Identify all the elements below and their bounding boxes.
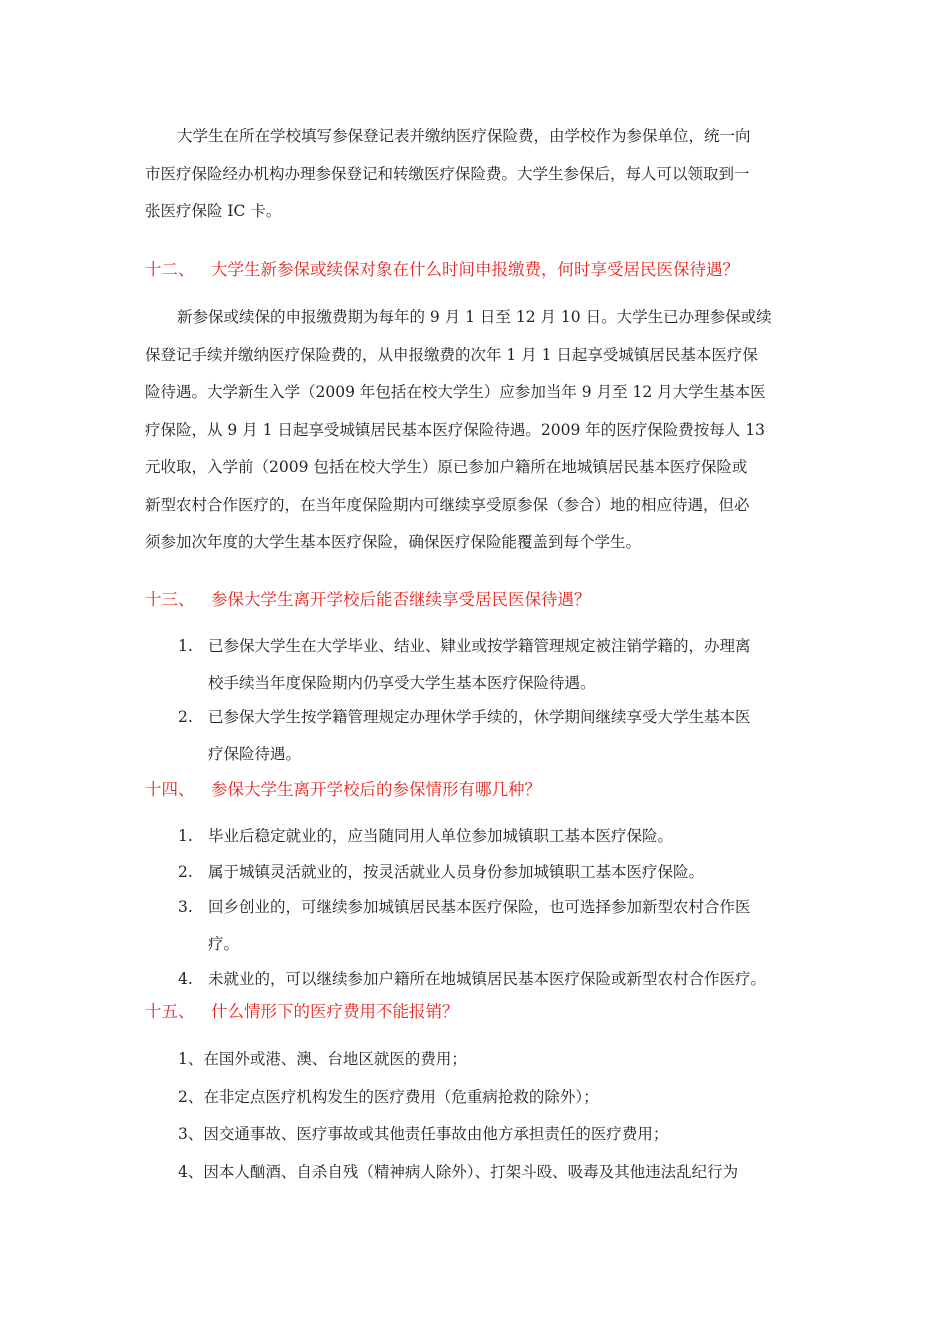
list-item <box>178 860 838 884</box>
list-item <box>178 967 838 991</box>
list-number: 1. <box>178 637 193 655</box>
list-item <box>178 824 838 848</box>
section-heading-15 <box>145 1000 835 1024</box>
paragraph-line: 元收取，入学前（2009 包括在校大学生）原已参加户籍所在地城镇居民基本医疗保险或 <box>145 458 748 476</box>
list-item: 1、在国外或港、澳、台地区就医的费用； <box>178 1050 467 1068</box>
list-number: 4. <box>178 970 193 988</box>
section-12-paragraph <box>145 299 825 562</box>
list-number: 3. <box>178 898 193 916</box>
paragraph-line: 须参加次年度的大学生基本医疗保险，确保医疗保险能覆盖到每个学生。 <box>145 533 642 551</box>
list-item-text: 属于城镇灵活就业的，按灵活就业人员身份参加城镇职工基本医疗保险。 <box>208 863 705 881</box>
list-item-text: 未就业的，可以继续参加户籍所在地城镇居民基本医疗保险或新型农村合作医疗。 <box>208 970 767 988</box>
paragraph-line: 大学生在所在学校填写参保登记表并缴纳医疗保险费，由学校作为参保单位，统一向 <box>177 127 751 145</box>
paragraph-line: 新型农村合作医疗的，在当年度保险期内可继续享受原参保（参合）地的相应待遇，但必 <box>145 495 750 514</box>
section-number: 十五、 <box>145 1002 195 1021</box>
list-item-text: 回乡创业的，可继续参加城镇居民基本医疗保险，也可选择参加新型农村合作医 <box>208 898 751 916</box>
section-title: 参保大学生离开学校后的参保情形有哪几种？ <box>211 780 541 799</box>
paragraph-line: 张医疗保险 IC 卡。 <box>145 202 282 220</box>
list-item: 2、在非定点医疗机构发生的医疗费用（危重病抢救的除外）； <box>178 1088 599 1106</box>
list-number: 2. <box>178 708 193 726</box>
intro-paragraph <box>145 118 825 231</box>
section-heading-13 <box>145 588 835 612</box>
list-item-text-continued: 疗。 <box>208 935 240 953</box>
paragraph-line: 险待遇。大学新生入学（2009 年包括在校大学生）应参加当年 9 月至 12 月大学生基本医 <box>145 383 766 401</box>
list-item: 3、因交通事故、医疗事故或其他责任事故由他方承担责任的医疗费用； <box>178 1125 669 1143</box>
list-item: 4、因本人酗酒、自杀自残（精神病人除外）、打架斗殴、吸毒及其他违法乱纪行为 <box>178 1163 739 1181</box>
list-item-text-continued: 疗保险待遇。 <box>208 745 302 763</box>
section-number: 十三、 <box>145 590 195 609</box>
list-number: 2. <box>178 863 193 881</box>
section-title: 参保大学生离开学校后能否继续享受居民医保待遇？ <box>211 590 591 609</box>
paragraph-line: 保登记手续并缴纳医疗保险费的，从申报缴费的次年 1 月 1 日起享受城镇居民基本医疗保 <box>145 345 758 364</box>
list-item <box>178 634 838 695</box>
list-item-text: 已参保大学生在大学毕业、结业、肄业或按学籍管理规定被注销学籍的，办理离 <box>208 637 751 655</box>
section-heading-14 <box>145 778 835 802</box>
section-heading-12 <box>145 258 835 282</box>
section-title: 什么情形下的医疗费用不能报销？ <box>211 1002 459 1021</box>
list-number: 1. <box>178 827 193 845</box>
list-item <box>178 895 838 956</box>
section-number: 十四、 <box>145 780 195 799</box>
list-item-text: 已参保大学生按学籍管理规定办理休学手续的，休学期间继续享受大学生基本医 <box>208 708 751 726</box>
list-item-text: 毕业后稳定就业的，应当随同用人单位参加城镇职工基本医疗保险。 <box>208 827 674 845</box>
list-item <box>178 705 838 766</box>
section-number: 十二、 <box>145 260 195 279</box>
paragraph-line: 疗保险，从 9 月 1 日起享受城镇居民基本医疗保险待遇。2009 年的医疗保险费按每人 13 <box>145 420 765 439</box>
paragraph-line: 市医疗保险经办机构办理参保登记和转缴医疗保险费。大学生参保后，每人可以领取到一 <box>145 164 750 183</box>
list-item-text-continued: 校手续当年度保险期内仍享受大学生基本医疗保险待遇。 <box>208 674 596 692</box>
section-title: 大学生新参保或续保对象在什么时间申报缴费，何时享受居民医保待遇？ <box>211 260 739 279</box>
paragraph-line: 新参保或续保的申报缴费期为每年的 9 月 1 日至 12 月 10 日。大学生已办理参保或续 <box>177 308 772 326</box>
